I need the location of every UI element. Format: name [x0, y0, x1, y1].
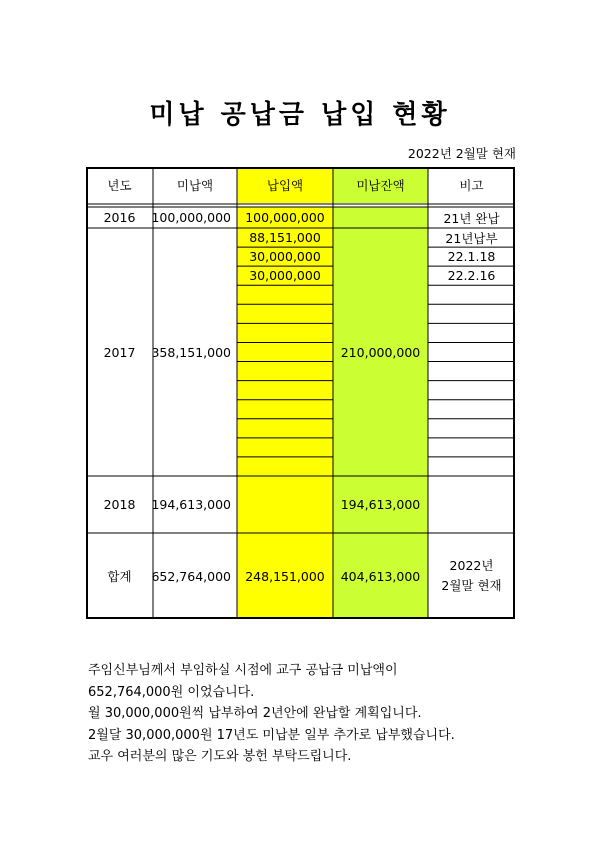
- notice-line-2: 652,764,000원 이었습니다.: [88, 684, 255, 700]
- header-year: 년도: [107, 178, 132, 193]
- unpaid-2016: 100,000,000: [151, 210, 231, 225]
- total-unpaid: 652,764,000: [151, 568, 231, 584]
- header-note: 비고: [459, 178, 484, 193]
- notice-line-1: 주임신부님께서 부임하실 시점에 교구 공납금 미납액이: [88, 663, 398, 678]
- paid-2016: 100,000,000: [237, 207, 333, 228]
- notice-paragraph: [88, 660, 455, 768]
- remain-2017: 210,000,000: [333, 228, 428, 476]
- unpaid-2017: 358,151,000: [151, 344, 231, 360]
- total-note-line1: 2022년: [449, 558, 494, 573]
- notice-line-3: 월 30,000,000원씩 납부하여 2년안에 완납할 계획입니다.: [88, 706, 422, 721]
- note-2016: 21년 완납: [443, 210, 500, 226]
- header-unpaid: 미납액: [176, 178, 214, 193]
- notice-line-4: 2월달 30,000,000원 17년도 미납분 일부 추가로 납부했습니다.: [88, 727, 455, 743]
- year-2018: 2018: [103, 497, 136, 512]
- total-note-line2: 2월말 현재: [441, 578, 502, 593]
- page-title: 미납 공납금 납입 현황: [149, 100, 451, 130]
- year-2016: 2016: [103, 210, 136, 225]
- payment-2017-1: 88,151,000: [249, 230, 321, 245]
- header-remain: 미납잔액: [333, 167, 428, 203]
- header-paid: 납입액: [237, 167, 333, 203]
- notice-line-5: 교우 여러분의 많은 기도와 봉헌 부탁드립니다.: [88, 749, 352, 764]
- payment-2017-3: 30,000,000: [249, 268, 321, 283]
- payment-table: [86, 167, 515, 619]
- unpaid-2018: 194,613,000: [151, 497, 231, 512]
- total-paid: 248,151,000: [237, 533, 333, 619]
- table-grid: [86, 167, 515, 619]
- payment-2017-2: 30,000,000: [249, 249, 321, 264]
- year-2017: 2017: [103, 344, 136, 360]
- as-of-date: 2022년 2월말 현재: [407, 146, 516, 161]
- note-2017-2: 22.1.18: [447, 249, 496, 264]
- remain-2018: 194,613,000: [333, 476, 428, 533]
- total-remain: 404,613,000: [333, 533, 428, 619]
- note-2017-1: 21년납부: [445, 230, 498, 246]
- total-label: 합계: [107, 569, 132, 584]
- note-2017-3: 22.2.16: [447, 268, 496, 283]
